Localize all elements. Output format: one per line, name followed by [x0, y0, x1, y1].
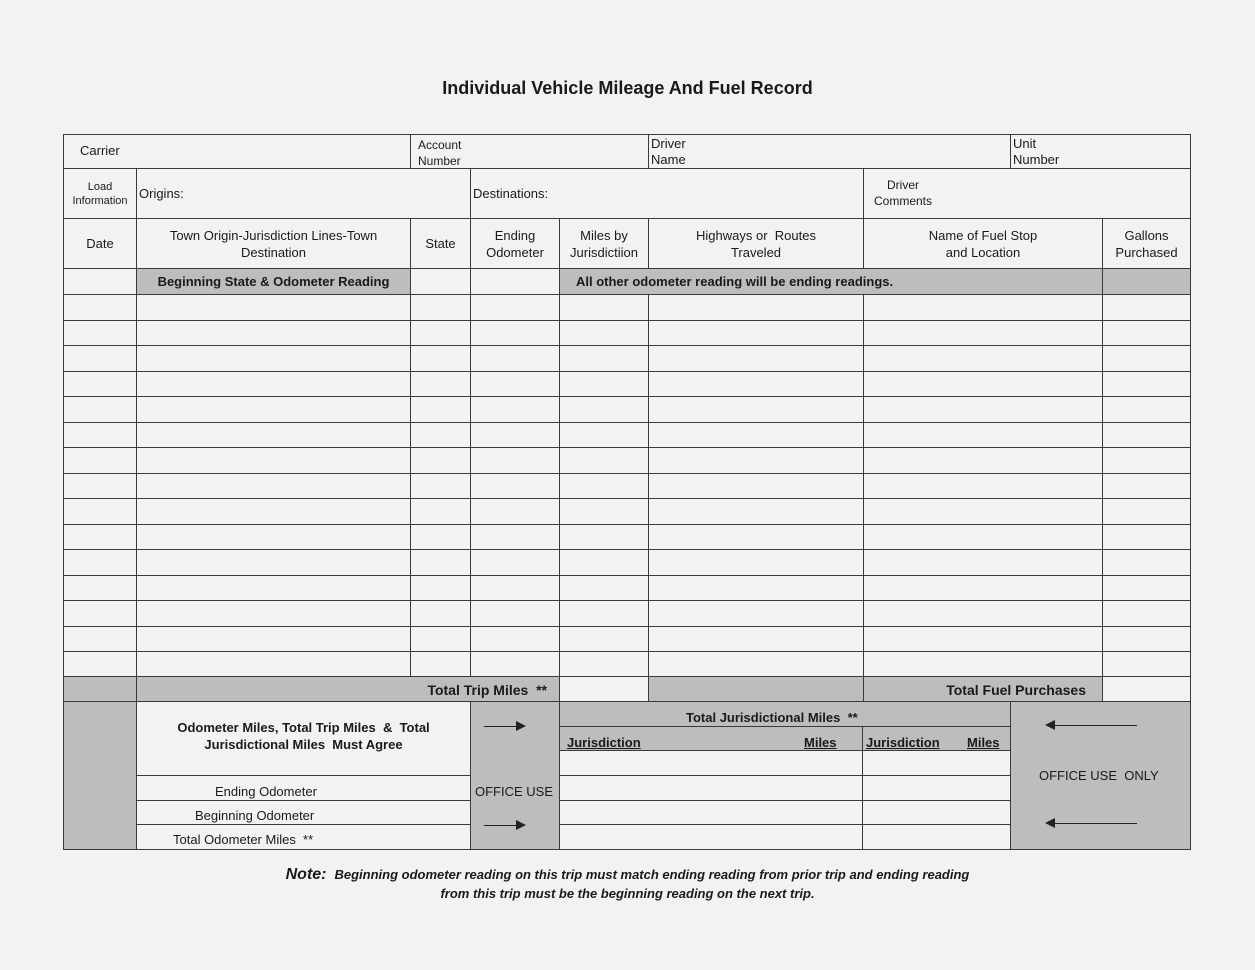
- total-odometer-label: Total Odometer Miles **: [173, 832, 314, 847]
- col-ending-odometer: Ending Odometer: [470, 218, 560, 269]
- destinations-label: Destinations:: [473, 186, 549, 201]
- office-use-column: [470, 701, 560, 850]
- banner-gallons-grey: [1102, 268, 1191, 295]
- jurisdiction-col-header-1: [559, 726, 863, 751]
- bottom-left-grey: [63, 701, 137, 850]
- totals-date-grey: [63, 676, 137, 702]
- note-line-1: [0, 866, 1255, 884]
- data-grid[interactable]: [63, 294, 1191, 677]
- miles-label-1: Miles: [804, 735, 837, 750]
- col-town: Town Origin-Jurisdiction Lines-Town Destination: [136, 218, 411, 269]
- arrow-left-icon: [1047, 823, 1137, 824]
- unit-number-label: Unit Number: [1013, 136, 1060, 167]
- col-gallons: Gallons Purchased: [1102, 218, 1191, 269]
- unit-number-cell[interactable]: [1010, 134, 1191, 169]
- note-line-2: [0, 885, 1255, 903]
- total-trip-miles-cell: [136, 676, 560, 702]
- carrier-cell[interactable]: [63, 134, 411, 169]
- driver-name-cell[interactable]: [648, 134, 1011, 169]
- col-state: State: [410, 218, 471, 269]
- must-agree-cell: Odometer Miles, Total Trip Miles & Total Jurisdictional Miles Must Agree: [136, 701, 471, 776]
- banner-other: [559, 268, 1103, 295]
- load-information-cell: Load Information: [63, 168, 137, 219]
- banner-state-blank[interactable]: [410, 268, 471, 295]
- beginning-odometer-cell[interactable]: [136, 800, 471, 825]
- total-jurisdictional-header: [559, 701, 1011, 727]
- total-jurisdictional-label: Total Jurisdictional Miles **: [686, 710, 858, 725]
- jurisdiction-label-1: Jurisdiction: [567, 735, 641, 750]
- arrow-right-icon: [484, 825, 524, 826]
- banner-odometer-blank[interactable]: [470, 268, 560, 295]
- note-text-2: from this trip must be the beginning reading on the next trip.: [440, 886, 815, 901]
- miles-label-2: Miles: [967, 735, 1000, 750]
- banner-other-text: All other odometer reading will be ending readings.: [576, 274, 894, 289]
- arrow-right-icon: [484, 726, 524, 727]
- total-odometer-cell[interactable]: [136, 824, 471, 850]
- carrier-label: Carrier: [80, 143, 120, 158]
- ending-odometer-label: Ending Odometer: [215, 784, 317, 799]
- driver-comments-cell[interactable]: [863, 168, 1191, 219]
- account-number-cell[interactable]: [410, 134, 649, 169]
- col-fuel-stop: Name of Fuel Stop and Location: [863, 218, 1103, 269]
- col-miles-by-jurisdiction: Miles by Jurisdictiion: [559, 218, 649, 269]
- origins-label: Origins:: [139, 186, 184, 201]
- ending-odometer-cell[interactable]: [136, 775, 471, 801]
- total-trip-miles-label: Total Trip Miles **: [427, 682, 547, 698]
- note-label: Note:: [285, 866, 327, 883]
- banner-date-blank[interactable]: [63, 268, 137, 295]
- total-trip-miles-value[interactable]: [559, 676, 649, 702]
- destinations-cell[interactable]: [470, 168, 864, 219]
- total-gallons-value[interactable]: [1102, 676, 1191, 702]
- jurisdiction-grid[interactable]: [559, 750, 1011, 850]
- total-fuel-purchases-cell: [863, 676, 1103, 702]
- form-title: Individual Vehicle Mileage And Fuel Record: [442, 78, 813, 98]
- account-number-label: Account Number: [418, 138, 462, 168]
- col-highways: Highways or Routes Traveled: [648, 218, 864, 269]
- origins-cell[interactable]: [136, 168, 471, 219]
- totals-highways-grey: [648, 676, 864, 702]
- beginning-odometer-label: Beginning Odometer: [195, 808, 315, 823]
- jurisdiction-col-header-2: [862, 726, 1011, 751]
- banner-beginning: Beginning State & Odometer Reading: [136, 268, 411, 295]
- office-use-only-column: [1010, 701, 1191, 850]
- office-use-label: OFFICE USE: [475, 784, 554, 799]
- office-use-only-label: OFFICE USE ONLY: [1039, 768, 1159, 783]
- driver-name-label: Driver Name: [651, 136, 686, 167]
- driver-comments-label: Driver Comments: [874, 178, 933, 208]
- col-date: Date: [63, 218, 137, 269]
- jurisdiction-label-2: Jurisdiction: [866, 735, 940, 750]
- total-fuel-purchases-label: Total Fuel Purchases: [946, 682, 1086, 698]
- arrow-left-icon: [1047, 725, 1137, 726]
- note-text-1: Beginning odometer reading on this trip must match ending reading from prior trip and ending reading: [334, 867, 970, 882]
